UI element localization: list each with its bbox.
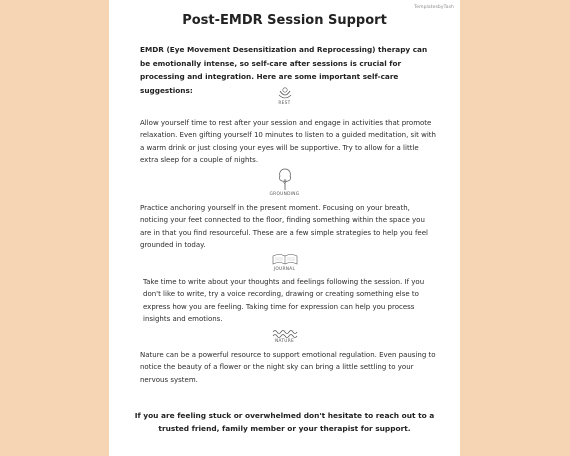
grounding-label: GROUNDING bbox=[269, 192, 300, 197]
tree-icon bbox=[277, 167, 293, 191]
waves-icon bbox=[272, 328, 298, 338]
grounding-paragraph: Practice anchoring yourself in the present moment. Focusing on your breath, noticing your feet connected to the floor, finding something within the space you are in that you find resourceful. These are a few simple strategies to help you feel grounded in today. bbox=[140, 204, 428, 249]
closing-message: If you are feeling stuck or overwhelmed don't hesitate to reach out to a trusted friend, family member or your therapist for support. bbox=[134, 411, 435, 433]
brand-watermark: TemplatesbyTash bbox=[414, 5, 454, 10]
rest-label: REST bbox=[278, 101, 291, 106]
document-page bbox=[109, 0, 460, 456]
journal-section-header bbox=[109, 253, 460, 272]
rest-icon bbox=[277, 86, 293, 100]
grounding-section-header bbox=[109, 167, 460, 197]
nature-paragraph: Nature can be a powerful resource to support emotional regulation. Even pausing to notice the beauty of a flower or the night sky can bring a little settling to your nervous system. bbox=[140, 351, 436, 384]
rest-section-header bbox=[109, 86, 460, 106]
open-book-icon bbox=[272, 253, 298, 266]
rest-paragraph: Allow yourself time to rest after your session and engage in activities that promote relaxation. Even gifting yourself 10 minutes to listen to a guided meditation, sit with a warm drink or just closing your eyes will be supportive. Try to allow for a little extra sleep for a couple of nights. bbox=[140, 119, 436, 164]
nature-label: NATURE bbox=[274, 339, 295, 344]
journal-paragraph: Take time to write about your thoughts and feelings following the session. If you don't like to write, try a voice recording, drawing or creating something else to express how you are feeling. Taking time for expression can help you process insights and emotions. bbox=[143, 278, 425, 323]
journal-label: JOURNAL bbox=[273, 267, 296, 272]
intro-paragraph: EMDR (Eye Movement Desensitization and Reprocessing) therapy can be emotionally intense, so self-care after sessions is crucial for processing and integration. Here are some important self-care suggestions: bbox=[140, 45, 428, 95]
nature-section-header bbox=[109, 328, 460, 344]
page-title: Post-EMDR Session Support bbox=[182, 13, 387, 28]
